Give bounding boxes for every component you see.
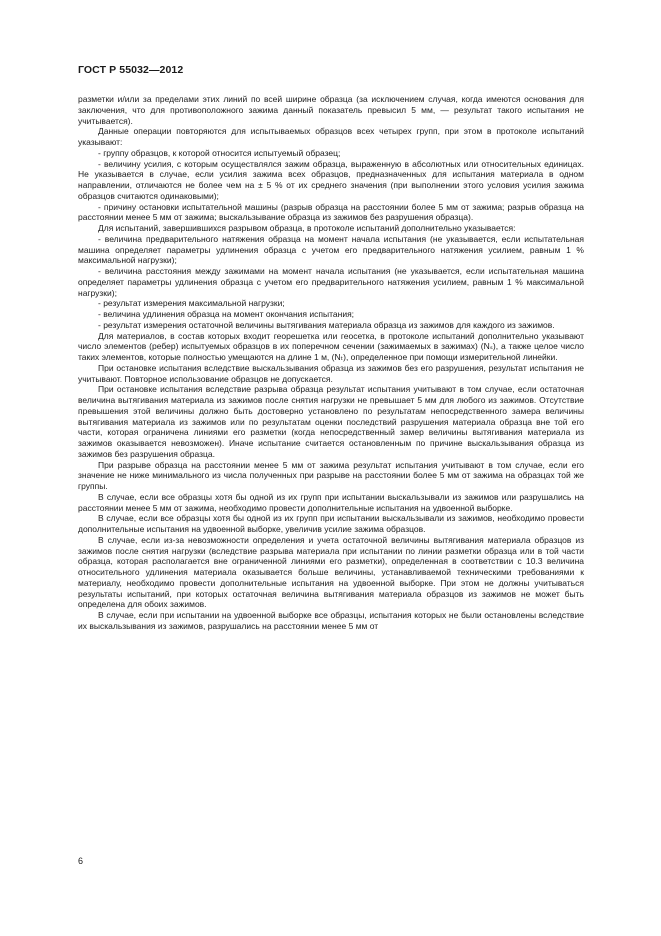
- document-header-code: ГОСТ Р 55032—2012: [78, 64, 184, 76]
- paragraph-8: В случае, если все образцы хотя бы одной из их групп при испытании выскальзывали из зажимов или разрушались на расстоянии менее 5 мм от зажима, необходимо провести дополнительные испытания на удвоенной выборке.: [78, 491, 584, 513]
- list-item-6: - результат измерения максимальной нагрузки;: [98, 298, 285, 309]
- list-item-1: - группу образцов, к которой относится испытуемый образец;: [98, 147, 341, 158]
- list-item-5: - величина расстояния между зажимами на момент начала испытания (не указывается, если испытательная машина определяет параметры удлинения образца с учетом его предварительного натяжения усилием, равным 1 % максимальной нагрузки);: [78, 266, 584, 298]
- paragraph-10: В случае, если из-за невозможности определения и учета остаточной величины вытягивания материала образцов из зажимов после снятия нагрузки (вследствие разрыва материала при испытании по линии разметки образца или в той части образца, которая располагается вне ограниченной линиями его разметки), определенная в соответствии с 10.3 величина относительного удлинения материала оказывается больше величины, устанавливаемой техническими требованиями к материалу, необходимо провести дополнительные испытания на удвоенной выборке. При этом не должны учитываться результаты испытаний, при которых остаточная величина вытягивания материала образцов из зажимов не может быть определена для обоих зажимов.: [78, 534, 584, 610]
- paragraph-3: Для испытаний, завершившихся разрывом образца, в протоколе испытаний дополнительно указывается:: [98, 223, 516, 233]
- paragraph-9: В случае, если все образцы хотя бы одной из их групп при испытании выскальзывали из зажимов, необходимо провести дополнительные испытания на удвоенной выборке, увеличив усилие зажима образцов.: [78, 513, 584, 534]
- paragraph-11: В случае, если при испытании на удвоенной выборке все образцы, испытания которых не были остановлены вследствие их выскальзывания из зажимов, разрушались на расстоянии менее 5 мм от: [78, 610, 584, 631]
- list-item-8: - результат измерения остаточной величины вытягивания материала образца из зажимов для каждого из зажимов.: [98, 319, 555, 330]
- list-item-3: - причину остановки испытательной машины (разрыв образца на расстоянии более 5 мм от зажима; разрыв образца на расстоянии менее 5 мм от зажима; выскальзывание образца из зажимов без разрушения образца).: [78, 201, 584, 223]
- paragraph-7: При разрыве образца на расстоянии менее 5 мм от зажима результат испытания учитывают в том случае, если его значение не ниже минимального из числа полученных при разрыве на расстоянии более 5 мм от зажима на образцах той же группы.: [78, 459, 584, 491]
- paragraph-4: Для материалов, в состав которых входит георешетка или геосетка, в протоколе испытаний дополнительно указывают число элементов (ребер) испытуемых образцов в их поперечном сечении (зажимаемых в зажимах) (Nₛ), а также целое число таких элементов, которые полностью умещаются на длине 1 м, (Nₜ), определенное при помощи измерительной линейки.: [78, 330, 584, 362]
- paragraph-2: Данные операции повторяются для испытываемых образцов всех четырех групп, при этом в протоколе испытаний указывают:: [78, 126, 584, 147]
- paragraph-6: При остановке испытания вследствие разрыва образца результат испытания учитывают в том случае, если остаточная величина вытягивания материала из зажимов после снятия нагрузки не превышает 5 мм для любого из зажимов. Отсутствие превышения этой величины должно быть достоверно установлено по результатам непосредственного замера величины вытягивания материала из зажимов или по результатам оценки последствий разрушения материала образца вне той его части, которая ограничена линиями его разметки (когда непосредственный замер величины вытягивания материала из зажимов оказывается невозможен). Иначе испытание считается остановленным по причине выскальзывания образца из зажимов без разрушения образца.: [78, 384, 584, 459]
- document-body: [78, 94, 584, 632]
- list-item-7: - величина удлинения образца на момент окончания испытания;: [98, 309, 355, 319]
- paragraph-5: При остановке испытания вследствие выскальзывания образца из зажимов без его разрушения, результат испытания не учитывают. Повторное использование образцов не допускается.: [78, 362, 584, 384]
- paragraph-1: разметки и/или за пределами этих линий по всей ширине образца (за исключением случая, когда имеются основания для заключения, что для противоположного зажима данный показатель превысил 5 мм, — результат такого испытания не учитывается).: [78, 94, 584, 126]
- list-item-2: - величину усилия, с которым осуществлялся зажим образца, выраженную в абсолютных или относительных единицах. Не указывается в случае, если усилия зажима всех образцов, предназначенных для испытания материала в одном направлении, отличаются не более чем на ± 5 % от их среднего значения (при выполнении этого условия усилия зажима образцов считаются одинаковыми);: [78, 158, 584, 201]
- list-item-4: - величина предварительного натяжения образца на момент начала испытания (не указывается, если испытательная машина определяет параметры удлинения образца с учетом его предварительного натяжения усилием, равным 1 % максимальной нагрузки);: [78, 233, 584, 266]
- page-number: 6: [78, 856, 84, 866]
